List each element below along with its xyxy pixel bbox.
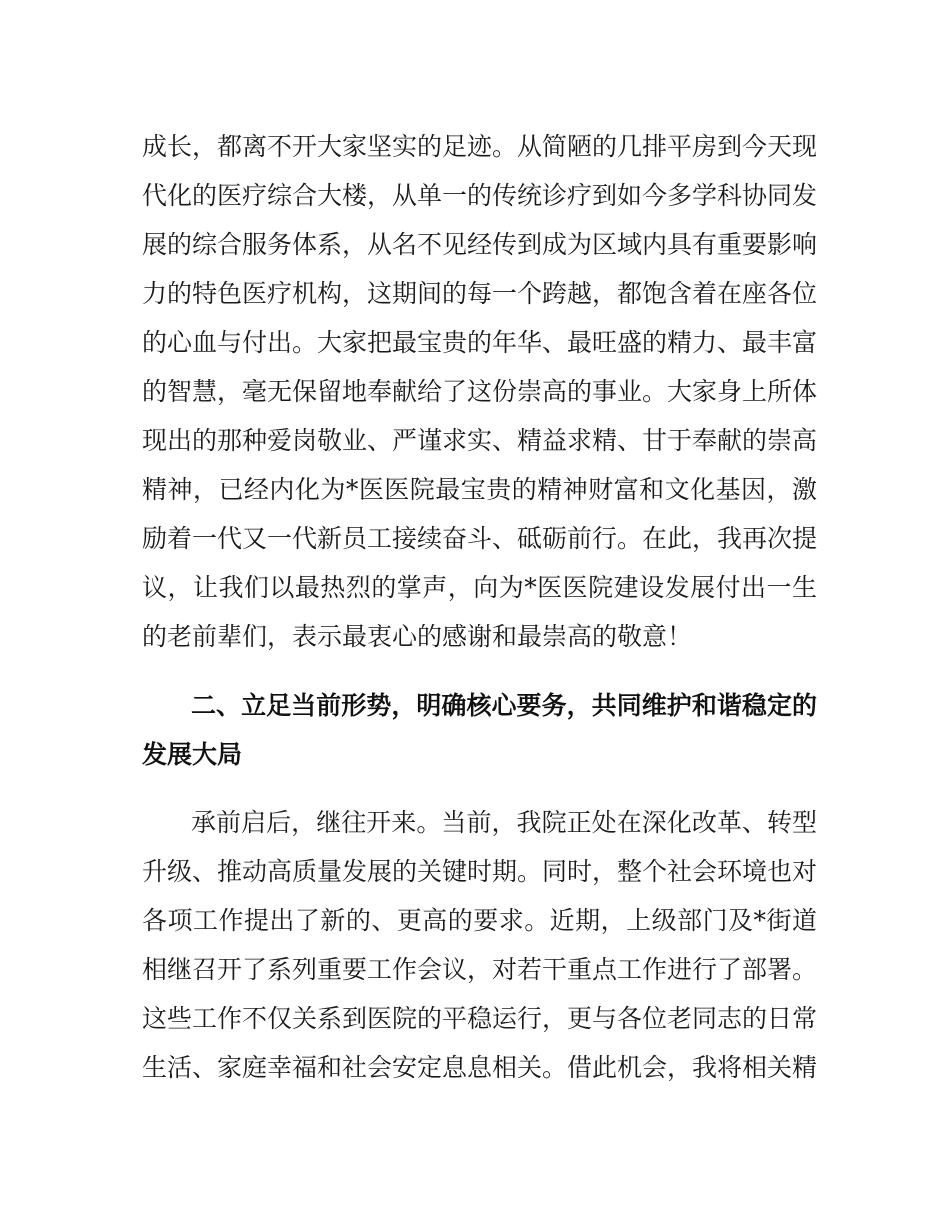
paragraph-line: 承前启后，继往开来。当前，我院正处在深化改革、转型 — [191, 808, 817, 837]
paragraph-line: 升级、推动高质量发展的关键时期。同时，整个社会环境也对 — [142, 857, 818, 886]
paragraph-line: 相继召开了系列重要工作会议，对若干重点工作进行了部署。 — [142, 955, 818, 984]
paragraph-line: 的心血与付出。大家把最宝贵的年华、最旺盛的精力、最丰富 — [142, 328, 818, 357]
heading-line: 二、立足当前形势，明确核心要务，共同维护和谐稳定的 — [191, 691, 817, 720]
paragraph-line: 展的综合服务体系，从名不见经传到成为区域内具有重要影响 — [142, 230, 818, 259]
paragraph-line: 精神，已经内化为*医医院最宝贵的精神财富和文化基因，激 — [142, 475, 817, 504]
paragraph-line: 这些工作不仅关系到医院的平稳运行，更与各位老同志的日常 — [142, 1004, 818, 1033]
heading-line: 发展大局 — [142, 740, 243, 769]
paragraph-line: 议，让我们以最热烈的掌声，向为*医医院建设发展付出一生 — [142, 573, 817, 602]
paragraph-line: 励着一代又一代新员工接续奋斗、砥砺前行。在此，我再次提 — [142, 524, 818, 553]
paragraph-line: 的老前辈们，表示最衷心的感谢和最崇高的敬意！ — [142, 622, 693, 651]
paragraph-line: 成长，都离不开大家坚实的足迹。从简陋的几排平房到今天现 — [142, 132, 818, 161]
paragraph-line: 各项工作提出了新的、更高的要求。近期，上级部门及*街道 — [142, 906, 817, 935]
paragraph-line: 代化的医疗综合大楼，从单一的传统诊疗到如今多学科协同发 — [142, 181, 818, 210]
paragraph-line: 力的特色医疗机构，这期间的每一个跨越，都饱含着在座各位 — [142, 279, 818, 308]
paragraph-line: 现出的那种爱岗敬业、严谨求实、精益求精、甘于奉献的崇高 — [142, 426, 818, 455]
paragraph-line: 的智慧，毫无保留地奉献给了这份崇高的事业。大家身上所体 — [142, 377, 818, 406]
paragraph-line: 生活、家庭幸福和社会安定息息相关。借此机会，我将相关精 — [142, 1053, 818, 1082]
